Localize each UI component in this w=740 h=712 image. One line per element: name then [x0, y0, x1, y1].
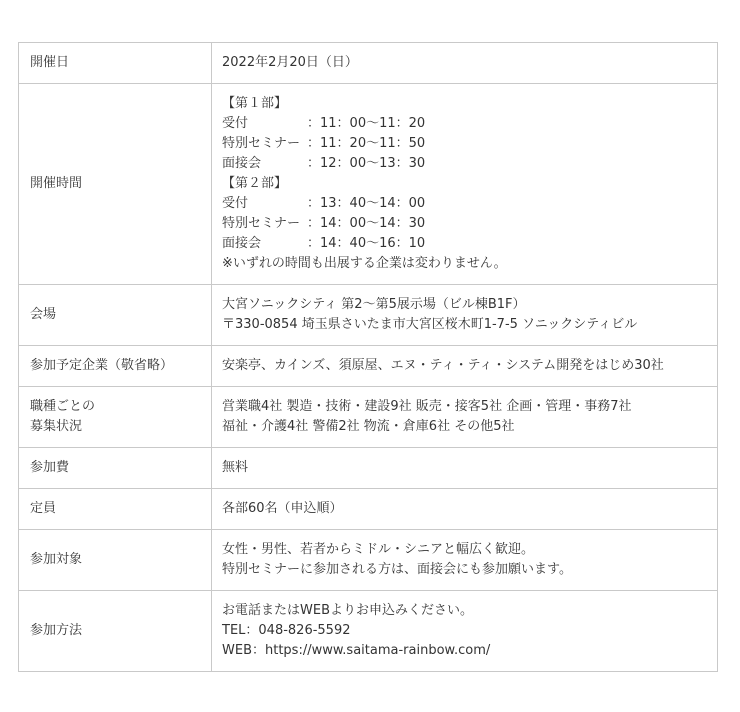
row-value: 各部60名（申込順）	[212, 489, 718, 530]
table-row-target	[19, 530, 718, 591]
schedule-item	[222, 214, 707, 234]
venue-address: 〒330-0854 埼玉県さいたま市大宮区桜木町1-7-5 ソニックシティビル	[222, 317, 638, 332]
row-label: 会場	[19, 285, 212, 346]
table-row-venue	[19, 285, 718, 346]
venue-name: 大宮ソニックシティ 第2〜第5展示場（ビル棟B1F）	[222, 297, 526, 312]
schedule-item	[222, 154, 707, 174]
row-label: 参加予定企業（敬省略）	[19, 346, 212, 387]
schedule-item-name: 受付	[222, 116, 249, 131]
table-row-date	[19, 43, 718, 84]
table-row-hours	[19, 84, 718, 285]
recruitment-line: 福祉・介護4社 警備2社 物流・倉庫6社 その他5社	[222, 419, 515, 434]
schedule-item-time: ：12：00〜13：30	[307, 156, 426, 171]
row-label	[19, 387, 212, 448]
row-value	[212, 285, 718, 346]
row-value: 無料	[212, 448, 718, 489]
row-label-line: 募集状況	[30, 419, 83, 434]
event-info-table	[18, 42, 718, 672]
row-value	[212, 591, 718, 672]
row-value: 安楽亭、カインズ、須原屋、エヌ・ティ・ティ・システム開発をはじめ30社	[212, 346, 718, 387]
schedule-item-name: 受付	[222, 196, 249, 211]
part-heading: 【第２部】	[222, 176, 288, 191]
method-line: お電話またはWEBよりお申込みください。	[222, 603, 473, 618]
schedule-note: ※いずれの時間も出展する企業は変わりません。	[222, 256, 507, 271]
schedule-item-time: ：11：00〜11：20	[307, 116, 426, 131]
row-value	[212, 387, 718, 448]
row-label: 参加方法	[19, 591, 212, 672]
phone-number: TEL：048-826-5592	[222, 623, 351, 638]
target-line: 女性・男性、若者からミドル・シニアと幅広く歓迎。	[222, 542, 535, 557]
schedule-item-time: ：11：20〜11：50	[307, 136, 426, 151]
row-label: 開催日	[19, 43, 212, 84]
schedule-item-time: ：14：00〜14：30	[307, 216, 426, 231]
schedule-item	[222, 114, 707, 134]
row-value	[212, 530, 718, 591]
recruitment-line: 営業職4社 製造・技術・建設9社 販売・接客5社 企画・管理・事務7社	[222, 399, 632, 414]
table-row-companies	[19, 346, 718, 387]
table-row-capacity	[19, 489, 718, 530]
row-label: 参加費	[19, 448, 212, 489]
part-heading: 【第１部】	[222, 96, 288, 111]
schedule-item	[222, 194, 707, 214]
schedule-item-time: ：13：40〜14：00	[307, 196, 426, 211]
schedule-item	[222, 234, 707, 254]
table-row-recruitment	[19, 387, 718, 448]
web-url: WEB：https://www.saitama-rainbow.com/	[222, 643, 491, 658]
schedule	[212, 84, 718, 285]
schedule-item-time: ：14：40〜16：10	[307, 236, 426, 251]
row-label: 参加対象	[19, 530, 212, 591]
row-label: 開催時間	[19, 84, 212, 285]
row-value: 2022年2月20日（日）	[212, 43, 718, 84]
schedule-item	[222, 134, 707, 154]
schedule-item-name: 面接会	[222, 156, 262, 171]
row-label: 定員	[19, 489, 212, 530]
target-line: 特別セミナーに参加される方は、面接会にも参加願います。	[222, 562, 572, 577]
schedule-item-name: 特別セミナー	[222, 136, 301, 151]
schedule-item-name: 面接会	[222, 236, 262, 251]
schedule-item-name: 特別セミナー	[222, 216, 301, 231]
row-label-line: 職種ごとの	[30, 399, 96, 414]
table-row-fee	[19, 448, 718, 489]
table-row-method	[19, 591, 718, 672]
